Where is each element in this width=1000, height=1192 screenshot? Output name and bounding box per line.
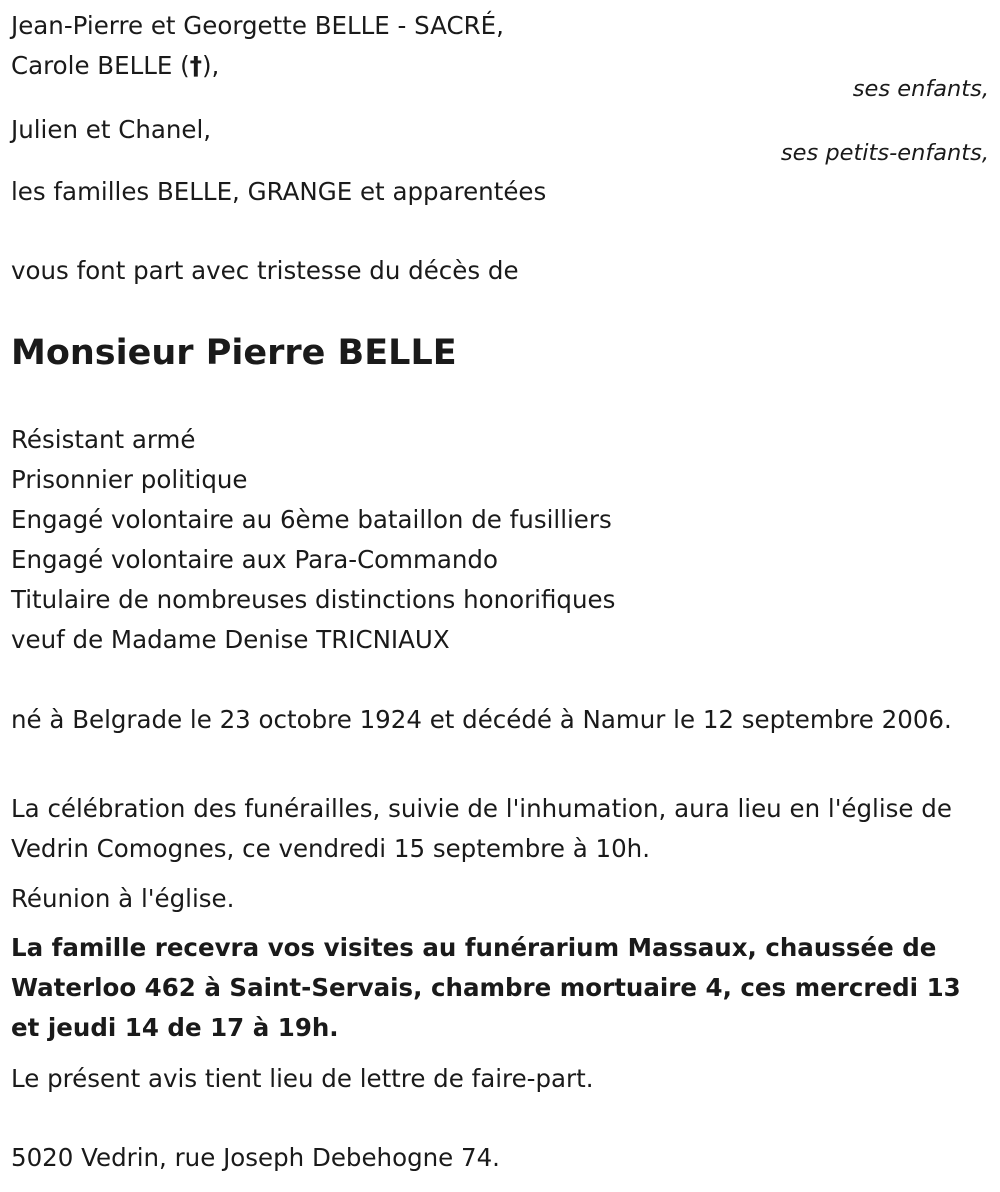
announcement-text: vous font part avec tristesse du décès de [11,256,519,285]
grandchildren-label: ses petits-enfants, [780,140,989,166]
family-line-carole [11,46,219,86]
title-item: Prisonnier politique [11,465,248,494]
carole-end: ), [201,51,220,80]
address-text: 5020 Vedrin, rue Joseph Debehogne 74. [11,1143,500,1172]
carole-name: Carole BELLE ( [11,51,190,80]
title-item: Résistant armé [11,425,196,454]
title-item: Engagé volontaire aux Para-Commando [11,545,498,574]
deceased-cross-icon: † [189,51,202,80]
extended-families: les familles BELLE, GRANGE et apparentées [11,177,547,206]
grandchildren-names: Julien et Chanel, [11,115,212,144]
title-item: veuf de Madame Denise TRICNIAUX [11,625,450,654]
children-label: ses enfants, [852,76,989,102]
funeral-text: La célébration des funérailles, suivie de l'inhumation, aura lieu en l'église de Vedrin Comognes, ce vendredi 15 septembre à 10h. [11,794,952,863]
deceased-name: Monsieur Pierre BELLE [11,333,457,373]
meeting-text: Réunion à l'église. [11,884,235,913]
birth-death-text: né à Belgrade le 23 octobre 1924 et décédé à Namur le 12 septembre 2006. [11,705,952,734]
title-item: Titulaire de nombreuses distinctions honorifiques [11,585,616,614]
visits-text: La famille recevra vos visites au funérarium Massaux, chaussée de Waterloo 462 à Saint-Servais, chambre mortuaire 4, ces mercredi 13 et jeudi 14 de 17 à 19h. [11,933,961,1042]
family-line-parents: Jean-Pierre et Georgette BELLE - SACRÉ, [11,11,504,40]
title-item: Engagé volontaire au 6ème bataillon de fusilliers [11,505,612,534]
notice-text: Le présent avis tient lieu de lettre de faire-part. [11,1064,594,1093]
